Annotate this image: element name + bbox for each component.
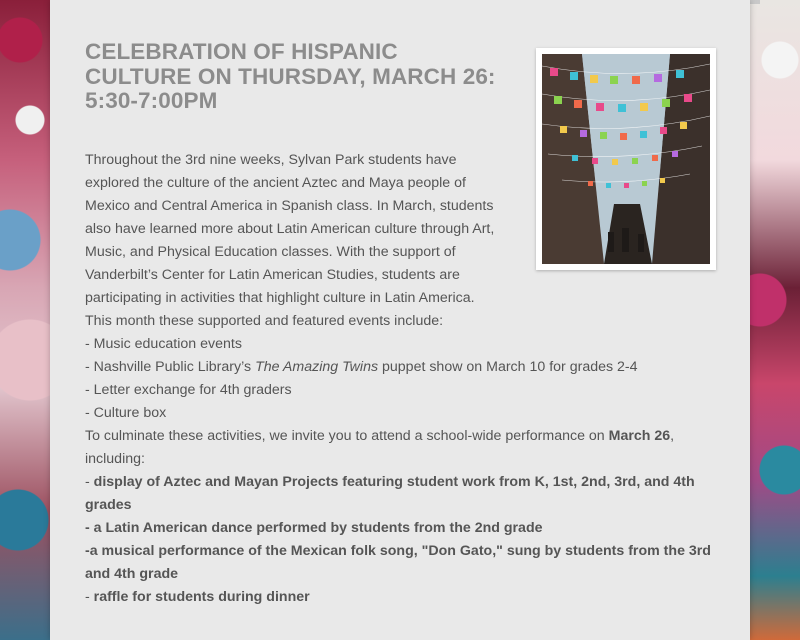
- article: [85, 40, 715, 609]
- invite-prefix: To culminate these activities, we invite you to attend a school-wide performance on: [85, 427, 609, 444]
- intro-paragraph: Throughout the 3rd nine weeks, Sylvan Park students have explored the culture of the ancient Aztec and Maya people of Mexico and Central America in Spanish class. In March, students also have learned more about Latin American culture through Art, Music, and Physical Education classes. With the support of Vanderbilt’s Center for Latin American Studies, students are participating in activities that highlight culture in Latin America. This month these supported and featured events include:: [85, 151, 495, 329]
- event-item: - Letter exchange for 4th graders: [85, 381, 292, 398]
- performance-dash: -: [85, 473, 94, 490]
- event-item: - Culture box: [85, 404, 167, 421]
- content-panel: [50, 0, 750, 640]
- background-photo-right: [750, 0, 800, 640]
- performance-projects: display of Aztec and Mayan Projects featuring student work from K, 1st, 2nd, 3rd, and 4th grades: [85, 473, 695, 513]
- performance-dash: -: [85, 588, 94, 605]
- puppet-show-title: The Amazing Twins: [255, 358, 379, 375]
- event-library-prefix: - Nashville Public Library’s: [85, 358, 256, 375]
- event-library-suffix: puppet show on March 10 for grades 2-4: [378, 358, 638, 375]
- performance-item: - a Latin American dance performed by students from the 2nd grade: [85, 519, 543, 536]
- performance-item: [85, 471, 715, 517]
- event-item: - Music education events: [85, 335, 242, 352]
- event-item: [85, 356, 715, 379]
- photo-illustration: [542, 54, 710, 264]
- papel-picado-photo: [536, 48, 716, 270]
- street-banner-image: [542, 54, 710, 264]
- performance-raffle: raffle for students during dinner: [93, 588, 310, 605]
- background-photo-left: [0, 0, 52, 640]
- invite-suffix: , including:: [85, 427, 675, 467]
- invitation-paragraph: [85, 425, 715, 471]
- page-title: CELEBRATION OF HISPANIC CULTURE ON THURSDAY, MARCH 26: 5:30-7:00PM: [85, 39, 496, 113]
- performance-item: -a musical performance of the Mexican folk song, "Don Gato," sung by students from the 3rd and 4th grade: [85, 542, 711, 582]
- invite-date: March 26: [608, 427, 671, 444]
- performance-item: [85, 586, 715, 609]
